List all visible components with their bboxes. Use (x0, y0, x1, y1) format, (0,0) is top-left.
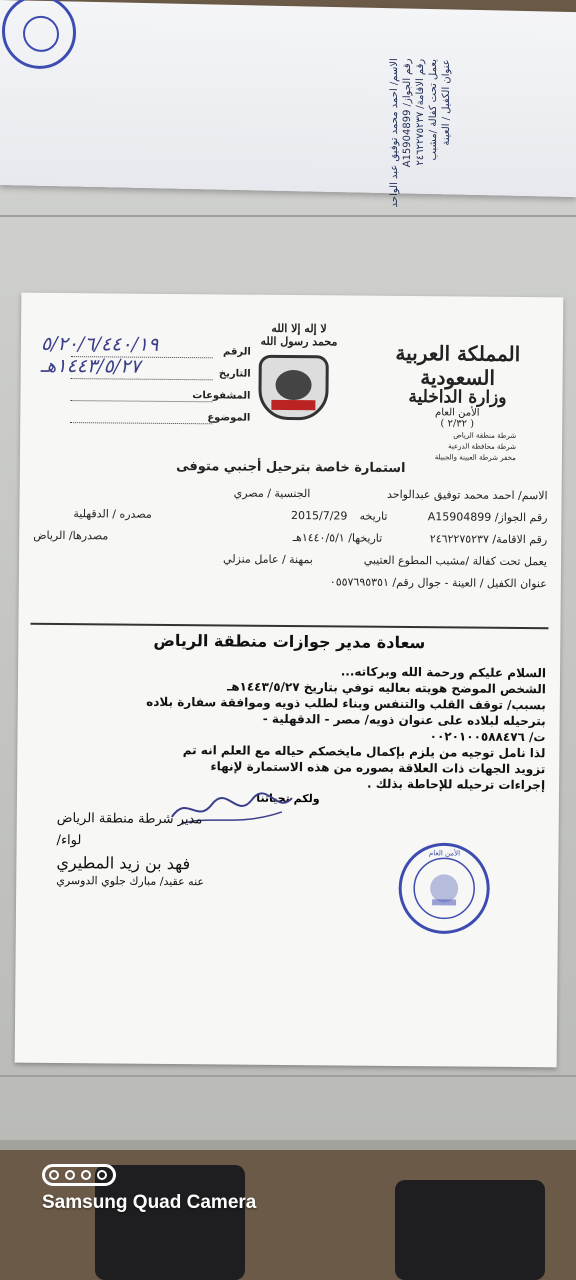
security-name: الأمن العام (435, 407, 480, 419)
ref-date-value: ١٤٤٣/٥/٢٧هـ (40, 354, 141, 378)
quad-camera-icon (42, 1164, 116, 1186)
sponsor-address: عنوان الكفيل / العينة - جوال رقم/ ٠٥٥٧٦٩٥٣٥١ (329, 575, 547, 591)
passport-date-value: 2015/7/29 (290, 509, 348, 523)
name-label: الاسم/ (517, 488, 548, 503)
passport-source: مصدره / الدقهلية (73, 507, 152, 521)
iqama-source: مصدرها/ الرياض (33, 528, 109, 543)
ref-date-label: التاريخ (218, 368, 251, 380)
deportation-form-document (15, 293, 564, 1068)
iqama-date: تاريخها/ ١٤٤٠/٥/١هـ (292, 531, 383, 545)
signatory-deputy: عنه عقيد/ مبارك جلوي الدوسري (56, 873, 205, 889)
passport-label: رقم الجواز/ (494, 510, 548, 525)
foot (395, 1180, 545, 1280)
top-paper-line: الاسم/ احمد محمد توفيق عبد الواحد (389, 58, 400, 208)
kingdom-name: المملكة العربية السعودية (395, 340, 521, 390)
stamp-label: الأمن العام (428, 849, 461, 858)
sub-dept-line: شرطة محافظة الدرعية (448, 442, 517, 451)
profession-field: بمهنة / عامل منزلي (222, 552, 313, 567)
nationality-field: الجنسية / مصري (233, 486, 311, 501)
divider (30, 623, 548, 630)
reference-block (40, 332, 251, 431)
signature-block (56, 808, 357, 895)
letter-body (31, 661, 546, 793)
sub-dept-line: شرطة منطقة الرياض (453, 431, 517, 440)
subject-label: الموضوع (207, 412, 251, 424)
passport-date-label: تاريخه (359, 509, 388, 523)
top-paper-sheet (0, 0, 576, 208)
police-emblem-icon (258, 355, 329, 421)
body-line: الشخص الموضح هويته بعاليه توفي بتاريخ ١٤٤٣/٥/٢٧هـ (227, 679, 546, 697)
top-paper-line: يعمل تحت كفالة /مشبب (428, 58, 439, 161)
iqama-label: رقم الاقامة/ (492, 532, 548, 547)
top-paper-line: رقم الجواز/ A15904899 (402, 58, 413, 168)
iqama-row (33, 529, 547, 546)
signatory-name: فهد بن زيد المطيري (56, 852, 191, 874)
passport-value: A15904899 (427, 510, 492, 524)
body-line: ت/ ٠٠٢٠١٠٠٥٨٨٤٧٦ (429, 729, 546, 745)
stamp-icon (2, 0, 76, 70)
ref-number-value: ٥/٢٠/٦/٤٤٠/١٩ (40, 332, 159, 356)
body-line: لذا نامل توجيه من يلزم بإكمال مايخصكم حياله مع العلم انه تم (182, 743, 546, 761)
body-line: تزويد الجهات ذات العلاقة بصوره من هذه الاستمارة لإنهاء (210, 759, 546, 777)
sponsor-row (33, 551, 547, 568)
top-paper-line: رقم الاقامة/ ٢٤٦٢٢٧٥٢٣٧ (415, 58, 426, 166)
body-line: بترحيله لبلاده على عنوان ذويه/ مصر - الدقهلية - (262, 711, 546, 729)
form-title: استمارة خاصة بترحيل أجنبي متوفى (176, 459, 406, 477)
body-line: السلام عليكم ورحمة الله وبركاته... (340, 664, 547, 681)
official-stamp-icon (396, 841, 493, 936)
sponsor-address-row (33, 573, 547, 590)
body-line: إجراءات ترحيله للإحاطة بذلك . (366, 776, 546, 793)
camera-watermark (42, 1164, 302, 1224)
top-paper-line: عنوان الكفيل / العينة (441, 59, 452, 146)
sub-dept-line: مخفر شرطة العيينة والجبيلة (434, 453, 516, 462)
sponsor-field: يعمل تحت كفالة /مشبب المطوع العتيبي (363, 553, 548, 569)
name-value: احمد محمد توفيق عبدالواحد (387, 487, 515, 502)
signatory-title: مدير شرطة منطقة الرياض (56, 810, 203, 828)
motto: لا إله إلا الله محمد رسول الله (260, 321, 338, 349)
ref-number-label: الرقم (223, 346, 251, 358)
ministry-name: وزارة الداخلية (408, 387, 507, 408)
closing-line: ولكم تحياتنا (256, 791, 320, 806)
cabinet-edge (0, 1075, 576, 1077)
iqama-value: ٢٤٦٢٢٧٥٢٣٧ (429, 532, 489, 546)
attachments-label: المشفوعات (192, 390, 251, 402)
letterhead (362, 341, 553, 464)
salutation-title: سعادة مدير جوازات منطقة الرياض (153, 630, 426, 653)
body-line: بسبب/ توقف القلب والتنفس وبناء لطلب ذويه وموافقة سفارة بلاده (146, 694, 546, 713)
signatory-rank: لواء/ (56, 832, 82, 849)
camera-watermark-label: Samsung Quad Camera (42, 1192, 257, 1213)
passport-row (33, 507, 547, 524)
form-code: ( ٢/٣٢ ) (440, 418, 475, 430)
name-row (34, 485, 548, 502)
